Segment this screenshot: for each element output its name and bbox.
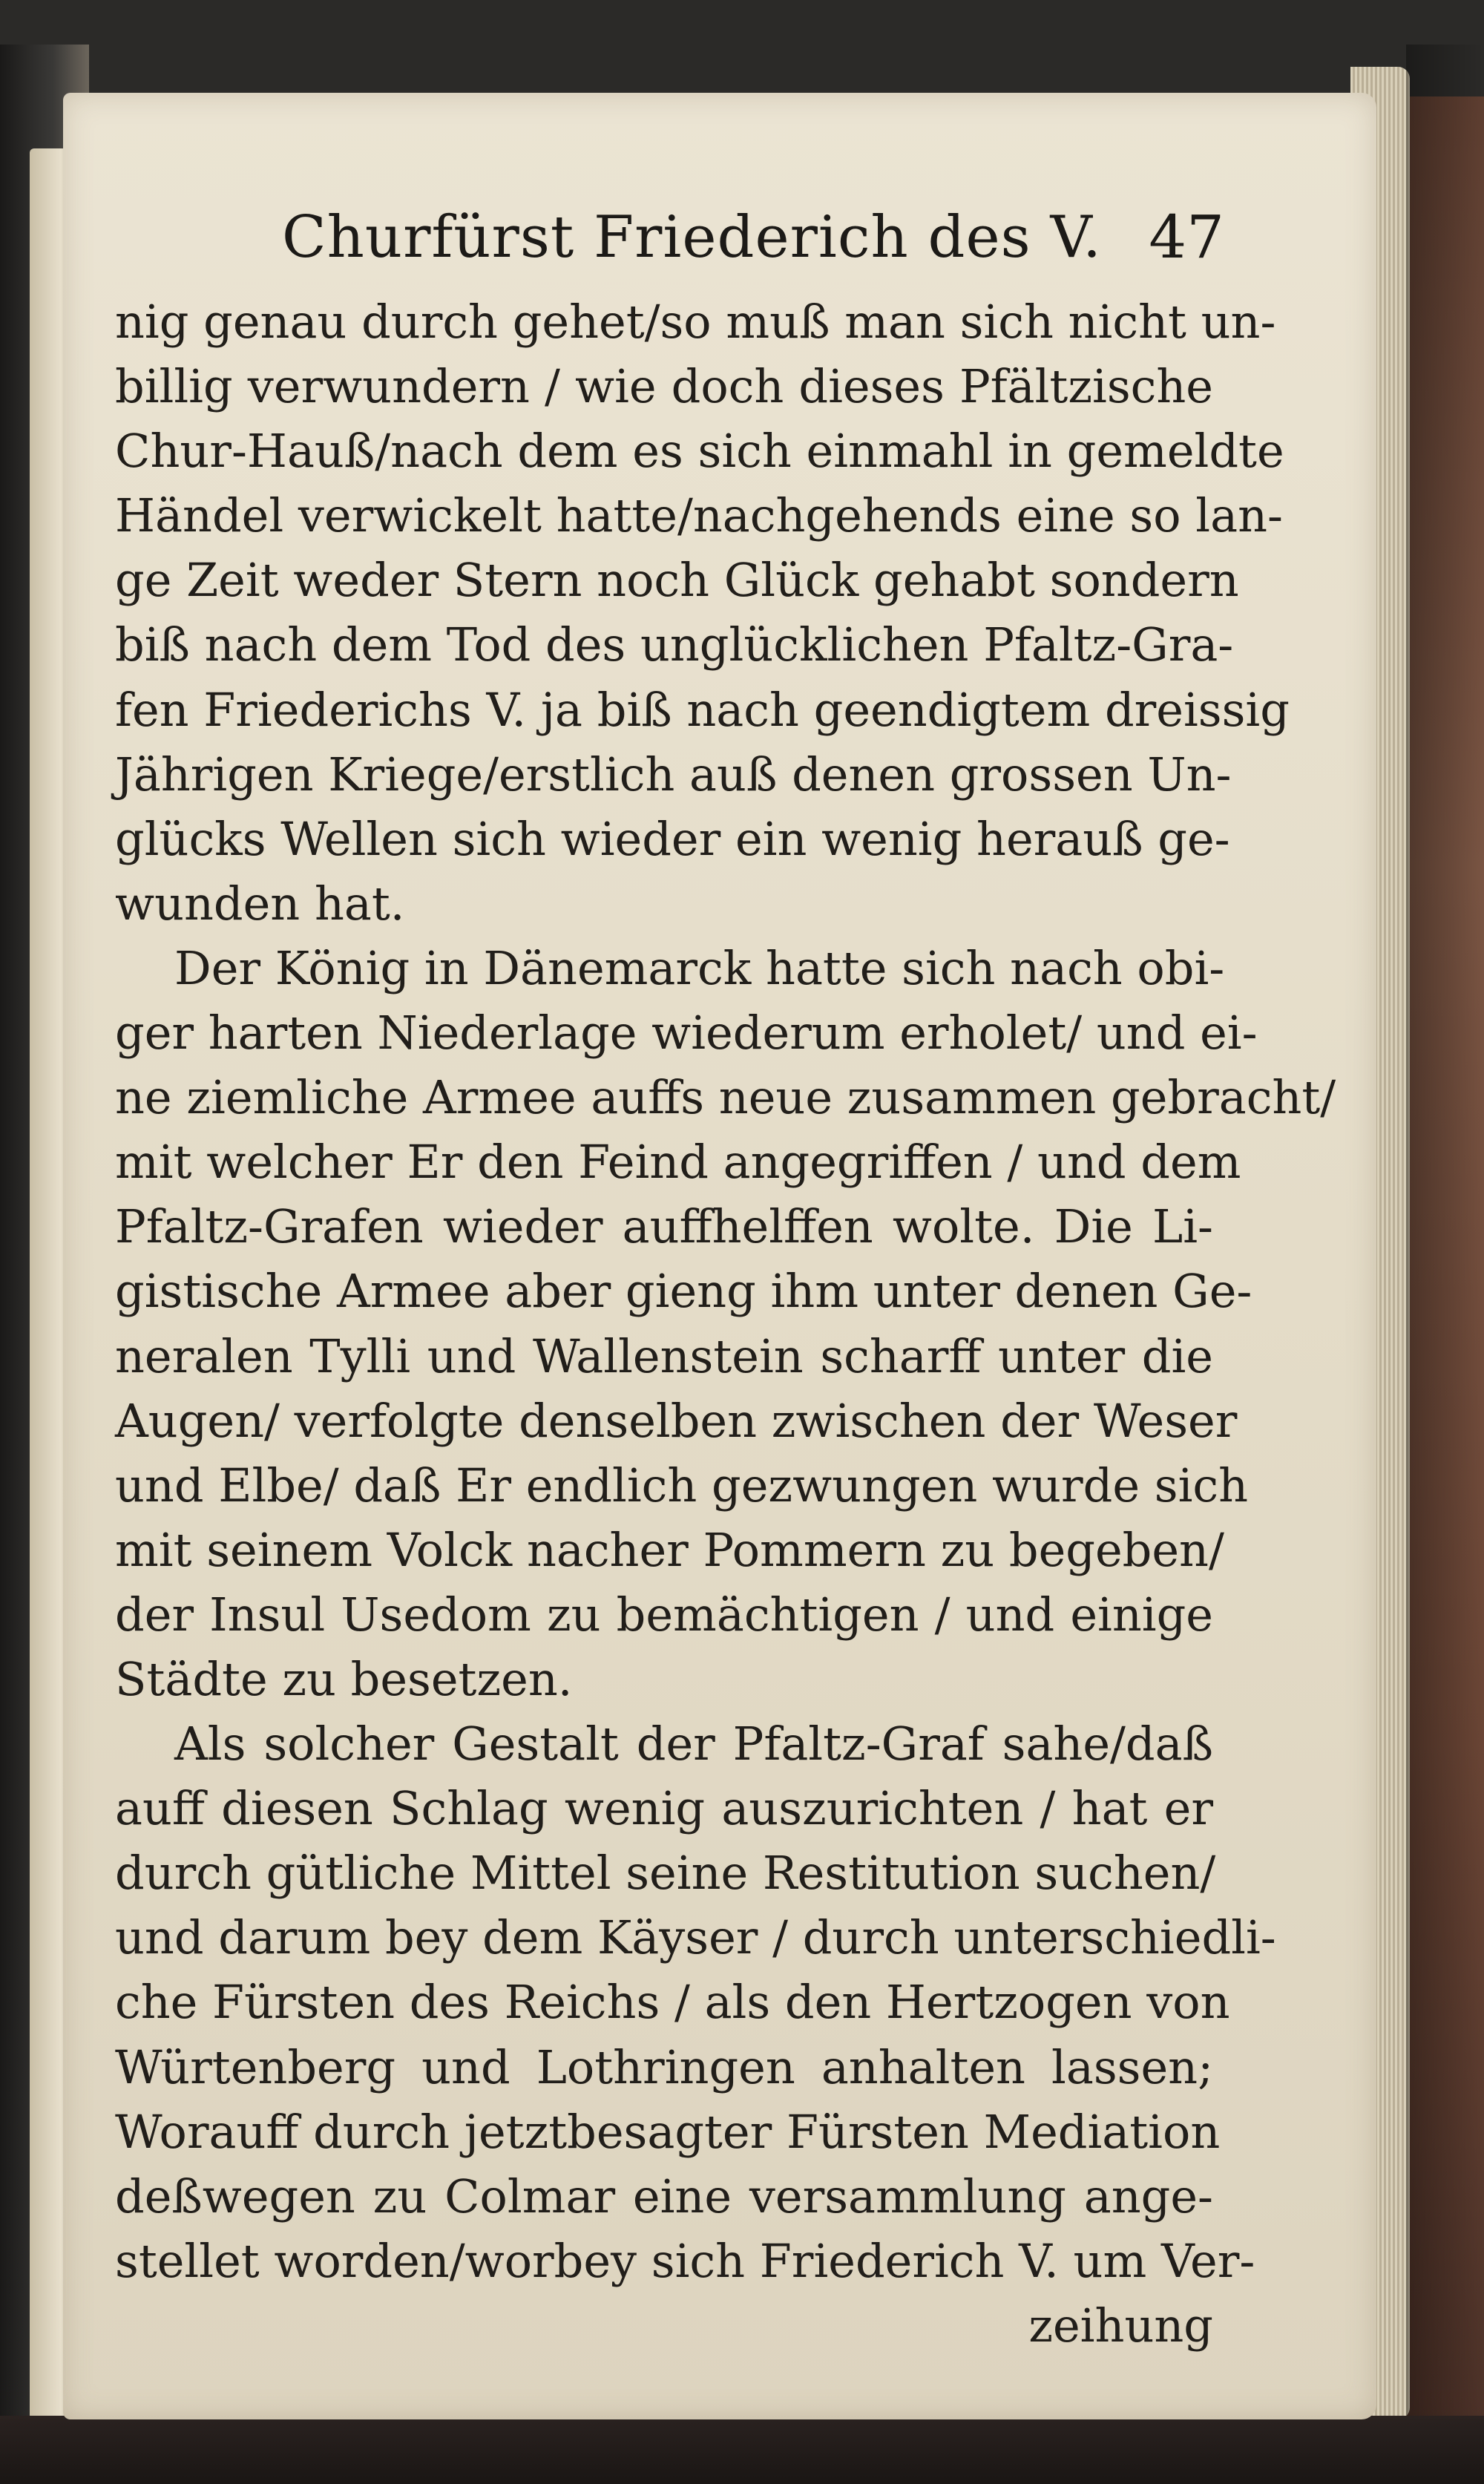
bottom-background-band: [0, 2416, 1484, 2484]
right-shadow: [1406, 45, 1484, 2484]
text-line: biß nach dem Tod des unglücklichen Pfaltz-Gra-: [115, 617, 1234, 672]
text-line: Würtenberg und Lothringen anhalten lassen;: [115, 2039, 1213, 2094]
top-background-band: [0, 0, 1484, 96]
text-line: che Fürsten des Reichs / als den Hertzogen von: [115, 1975, 1230, 2030]
text-line: Jährigen Kriege/erstlich auß denen grossen Un-: [115, 747, 1232, 802]
text-line: neralen Tylli und Wallenstein scharff unter die: [115, 1328, 1213, 1383]
text-line: glücks Wellen sich wieder ein wenig herauß ge-: [115, 811, 1230, 866]
text-line: Augen/ verfolgte denselben zwischen der Weser: [115, 1393, 1238, 1448]
running-head: [282, 200, 1224, 282]
text-line: wunden hat.: [115, 876, 405, 931]
text-line: ger harten Niederlage wiederum erholet/ und ei-: [115, 1006, 1258, 1061]
text-line: und darum bey dem Käyser / durch unterschiedli-: [115, 1910, 1276, 1965]
text-line: nig genau durch gehet/so muß man sich nicht un-: [115, 295, 1276, 349]
text-line: und Elbe/ daß Er endlich gezwungen wurde sich: [115, 1458, 1249, 1513]
text-line: gistische Armee aber gieng ihm unter denen Ge-: [115, 1264, 1252, 1319]
text-line: Händel verwickelt hatte/nachgehends eine so lan-: [115, 488, 1283, 543]
text-line: deßwegen zu Colmar eine versammlung ange-: [115, 2169, 1213, 2224]
text-line: billig verwundern / wie doch dieses Pfältzische: [115, 359, 1213, 414]
text-line: mit seinem Volck nacher Pommern zu begeben/: [115, 1522, 1224, 1577]
text-line: Pfaltz-Grafen wieder auffhelffen wolte. Die Li-: [115, 1199, 1213, 1254]
text-line: ge Zeit weder Stern noch Glück gehabt sondern: [115, 553, 1239, 608]
body-text: [115, 289, 1336, 2353]
text-line: auff diesen Schlag wenig auszurichten / hat er: [115, 1781, 1213, 1836]
catchword: zeihung: [1028, 2298, 1213, 2353]
text-line: Städte zu besetzen.: [115, 1651, 573, 1706]
text-line: durch gütliche Mittel seine Restitution suchen/: [115, 1846, 1216, 1901]
text-line: fen Friederichs V. ja biß nach geendigtem dreissig: [115, 682, 1290, 737]
text-line: Worauff durch jetztbesagter Fürsten Mediation: [115, 2104, 1221, 2159]
text-line: Als solcher Gestalt der Pfaltz-Graf sahe/daß: [174, 1717, 1213, 1772]
text-line: ne ziemliche Armee auffs neue zusammen gebracht/: [115, 1070, 1336, 1125]
text-line: stellet worden/worbey sich Friederich V. um Ver-: [115, 2233, 1255, 2288]
page-number: 47: [1149, 203, 1224, 272]
text-line: Der König in Dänemarck hatte sich nach obi-: [174, 940, 1225, 995]
text-line: Chur-Hauß/nach dem es sich einmahl in gemeldte: [115, 424, 1284, 479]
text-line: der Insul Usedom zu bemächtigen / und einige: [115, 1587, 1213, 1642]
running-title: Churfürst Friederich des V.: [282, 204, 1102, 271]
text-line: mit welcher Er den Feind angegriffen / und dem: [115, 1135, 1241, 1190]
